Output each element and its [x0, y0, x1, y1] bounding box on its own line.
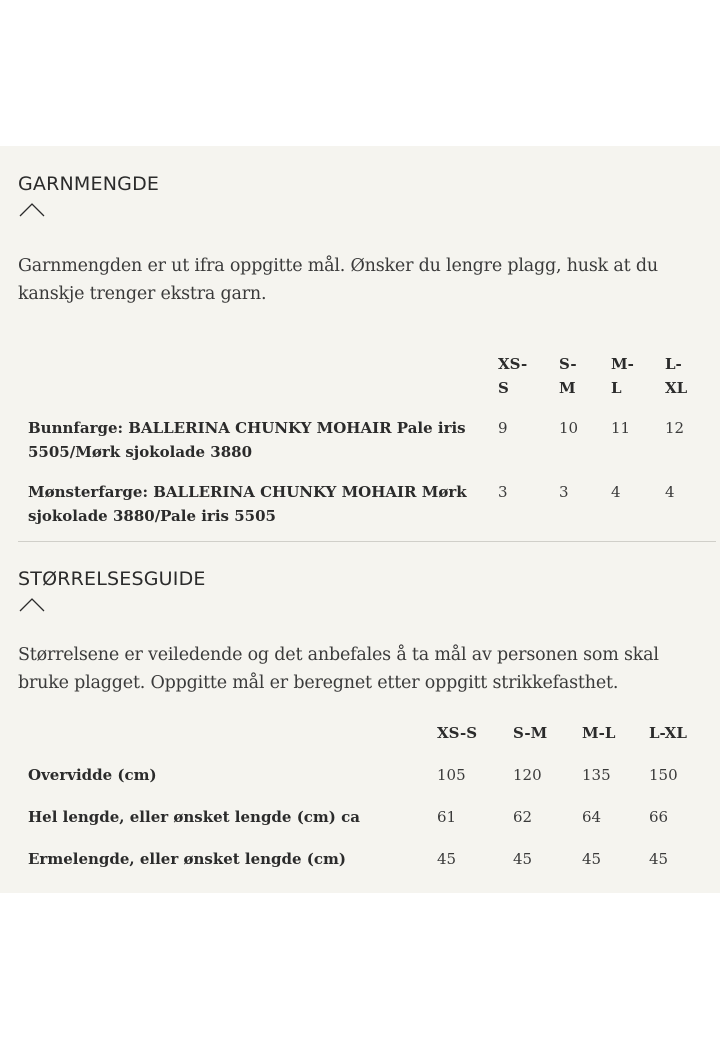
chevron-up-icon[interactable] [18, 200, 46, 218]
table-cell: 10 [559, 419, 579, 437]
row-label: Ermelengde, eller ønsket lengde (cm) [28, 850, 347, 868]
size-header: S- M [559, 355, 577, 397]
section-divider [18, 541, 716, 542]
table-cell: 3 [559, 483, 569, 501]
table-row [28, 805, 708, 847]
table-cell: 45 [513, 850, 533, 868]
table-cell: 9 [498, 419, 508, 437]
size-header: L-XL [649, 724, 687, 742]
table-cell: 45 [437, 850, 457, 868]
table-cell: 64 [582, 808, 602, 826]
row-label: Hel lengde, eller ønsket lengde (cm) ca [28, 808, 360, 826]
table-cell: 11 [611, 419, 631, 437]
row-label: Mønsterfarge: BALLERINA CHUNKY MOHAIR Mørk sjokolade 3880/Pale iris 5505 [28, 483, 467, 525]
size-header: XS- S [498, 355, 528, 397]
table-cell: 45 [582, 850, 602, 868]
table-cell: 61 [437, 808, 457, 826]
size-header: XS-S [437, 724, 478, 742]
yarn-amount-heading[interactable]: GARNMENGDE [18, 173, 160, 195]
size-guide-intro: Størrelsene er veiledende og det anbefales å ta mål av personen som skal bruke plagget. Oppgitte mål er beregnet etter oppgitt strikkefasthet. [18, 645, 659, 693]
table-cell: 45 [649, 850, 669, 868]
table-cell: 135 [582, 766, 611, 784]
table-cell: 4 [665, 483, 675, 501]
size-header: S-M [513, 724, 548, 742]
size-header: M-L [582, 724, 616, 742]
size-guide-table [28, 721, 708, 889]
table-cell: 12 [665, 419, 685, 437]
table-row [28, 847, 708, 889]
size-guide-heading[interactable]: STØRRELSESGUIDE [18, 568, 206, 590]
table-cell: 105 [437, 766, 466, 784]
yarn-amount-table [28, 352, 708, 528]
table-cell: 120 [513, 766, 542, 784]
table-header-row [28, 352, 708, 416]
table-cell: 3 [498, 483, 508, 501]
table-row [28, 763, 708, 805]
row-label: Overvidde (cm) [28, 766, 157, 784]
table-row [28, 416, 708, 480]
table-cell: 150 [649, 766, 678, 784]
table-cell: 66 [649, 808, 669, 826]
table-header-row [28, 721, 708, 763]
size-guide-section [18, 567, 716, 868]
table-cell: 62 [513, 808, 533, 826]
chevron-up-icon[interactable] [18, 595, 46, 613]
pattern-info-panel [0, 146, 720, 893]
yarn-amount-intro: Garnmengden er ut ifra oppgitte mål. Ønsker du lengre plagg, husk at du kanskje trenger ekstra garn. [18, 256, 658, 304]
size-header: L- XL [665, 355, 688, 397]
table-cell: 4 [611, 483, 621, 501]
row-label: Bunnfarge: BALLERINA CHUNKY MOHAIR Pale iris 5505/Mørk sjokolade 3880 [28, 419, 466, 461]
yarn-amount-section [18, 172, 716, 525]
table-row [28, 480, 708, 528]
size-header: M- L [611, 355, 634, 397]
